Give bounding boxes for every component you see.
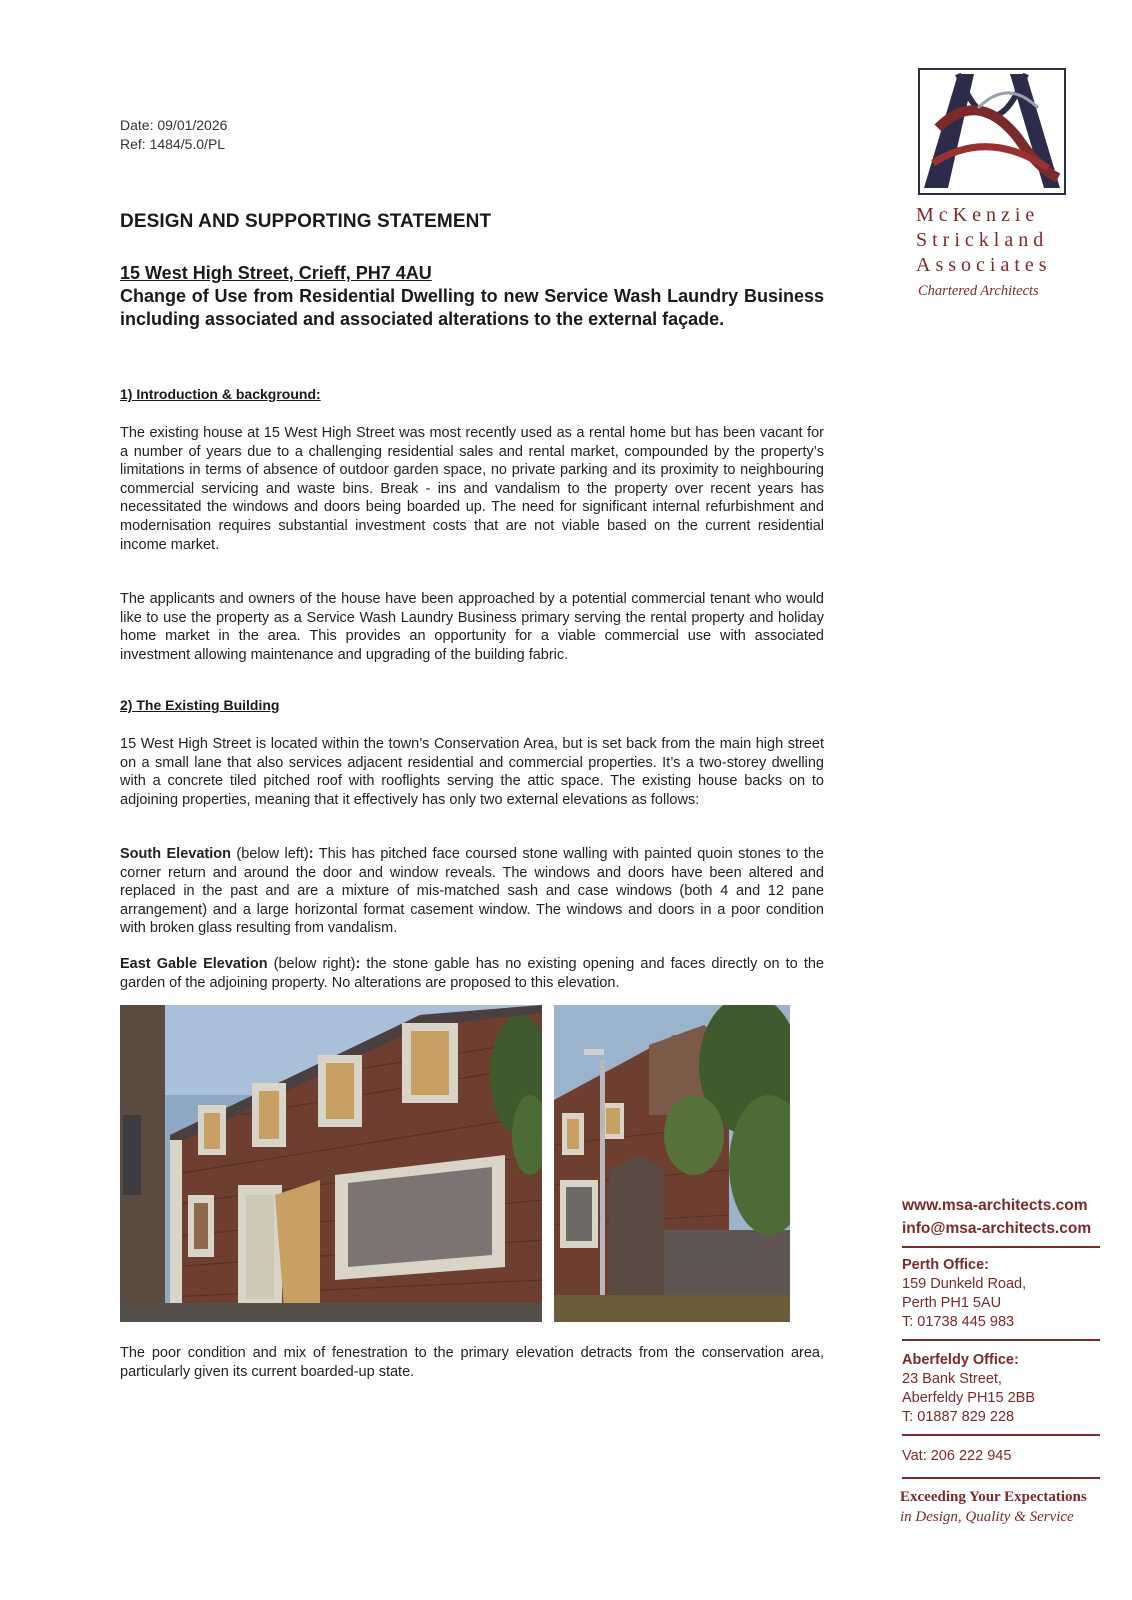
divider (902, 1477, 1100, 1479)
east-elevation-position: (below right) (267, 956, 356, 972)
slogan-line-1: Exceeding Your Expectations (900, 1489, 1087, 1505)
site-address: 15 West High Street, Crieff, PH7 4AU (120, 263, 432, 283)
east-elevation-paragraph (120, 955, 824, 992)
east-gable-elevation-photo (554, 1005, 790, 1322)
perth-phone: T: 01738 445 983 (902, 1314, 1015, 1330)
photo-caption: The poor condition and mix of fenestration to the primary elevation detracts from the conservation area, particularly given its current boarded-up state. (120, 1345, 824, 1380)
south-elevation-label: South Elevation (120, 846, 231, 862)
firm-name-line-3: Associates (916, 254, 1052, 276)
east-elevation-colon: : (355, 956, 361, 972)
east-elevation-text: the stone gable has no existing opening and faces directly on to the garden of the adjoining property. No alterations are proposed to this elevation. (120, 956, 824, 991)
aberfeldy-office-heading: Aberfeldy Office: (902, 1352, 1019, 1368)
document-date: Date: 09/01/2026 (120, 117, 228, 133)
firm-logo (918, 68, 1066, 195)
slogan-line-2: in Design, Quality & Service (900, 1509, 1074, 1525)
proposal-subtitle: Change of Use from Residential Dwelling to new Service Wash Laundry Business including associated and associated alterations to the external façade. (120, 286, 824, 329)
aberfeldy-office (902, 1351, 1035, 1427)
section-1-paragraph-1: The existing house at 15 West High Street was most recently used as a rental home but has been vacant for a number of years due to a challenging residential sales and rental market, compounded by the property’s limitations in terms of absence of outdoor garden space, no private parking and its proximity to neighbouring commercial servicing and waste bins. Break - ins and vandalism to the property over recent years has necessitated the windows and doors being boarded up. The need for significant internal refurbishment and modernisation requires substantial investment costs that are not viable based on the current residential income market. (120, 425, 824, 553)
section-2-paragraph-1: 15 West High Street is located within the town’s Conservation Area, but is set back from the main high street on a small lane that also services adjacent residential and commercial properties. It’s a two-storey dwelling with a concrete tiled pitched roof with rooflights serving the attic space. The existing house backs on to adjoining properties, meaning that it effectively has only two external elevations as follows: (120, 736, 824, 808)
divider (902, 1434, 1100, 1436)
section-1-heading: 1) Introduction & background: (120, 386, 321, 402)
east-elevation-label: East Gable Elevation (120, 956, 268, 972)
document-title: DESIGN AND SUPPORTING STATEMENT (120, 211, 492, 232)
divider (902, 1246, 1100, 1248)
firm-name (916, 203, 1052, 278)
aberfeldy-address-line-1: 23 Bank Street, (902, 1371, 1002, 1387)
firm-name-line-2: Strickland (916, 229, 1049, 251)
section-2-heading: 2) The Existing Building (120, 697, 280, 713)
aberfeldy-address-line-2: Aberfeldy PH15 2BB (902, 1390, 1035, 1406)
vat-number: Vat: 206 222 945 (902, 1448, 1012, 1464)
section-1-paragraph-2: The applicants and owners of the house have been approached by a potential commercial tenant who would like to use the property as a Service Wash Laundry Business primary serving the rental property and holiday home market in the area. This provides an opportunity for a viable commercial use with associated investment allowing maintenance and upgrading of the building fabric. (120, 591, 824, 663)
website-link[interactable]: www.msa-architects.com (902, 1197, 1088, 1214)
perth-office-heading: Perth Office: (902, 1257, 990, 1273)
divider (902, 1339, 1100, 1341)
perth-address-line-2: Perth PH1 5AU (902, 1295, 1002, 1311)
south-elevation-position: (below left) (230, 846, 309, 862)
firm-tagline: Chartered Architects (918, 283, 1039, 299)
document-ref: Ref: 1484/5.0/PL (120, 136, 226, 152)
south-elevation-photo (120, 1005, 542, 1322)
document-meta (120, 116, 227, 154)
firm-name-line-1: McKenzie (916, 204, 1040, 226)
firm-slogan (900, 1487, 1087, 1527)
aberfeldy-phone: T: 01887 829 228 (902, 1409, 1015, 1425)
perth-address-line-1: 159 Dunkeld Road, (902, 1276, 1027, 1292)
south-elevation-text: This has pitched face coursed stone walling with painted quoin stones to the corner return and around the door and window reveals. The windows and doors have been altered and replaced in the past and are a mixture of mis-matched sash and case windows (both 4 and 12 pane arrangement) and a large horizontal format casement window. The windows and doors in a poor condition with broken glass resulting from vandalism. (120, 846, 824, 937)
south-elevation-paragraph (120, 845, 824, 938)
perth-office (902, 1256, 1026, 1332)
south-elevation-colon: : (308, 846, 314, 862)
email-link[interactable]: info@msa-architects.com (902, 1220, 1092, 1237)
